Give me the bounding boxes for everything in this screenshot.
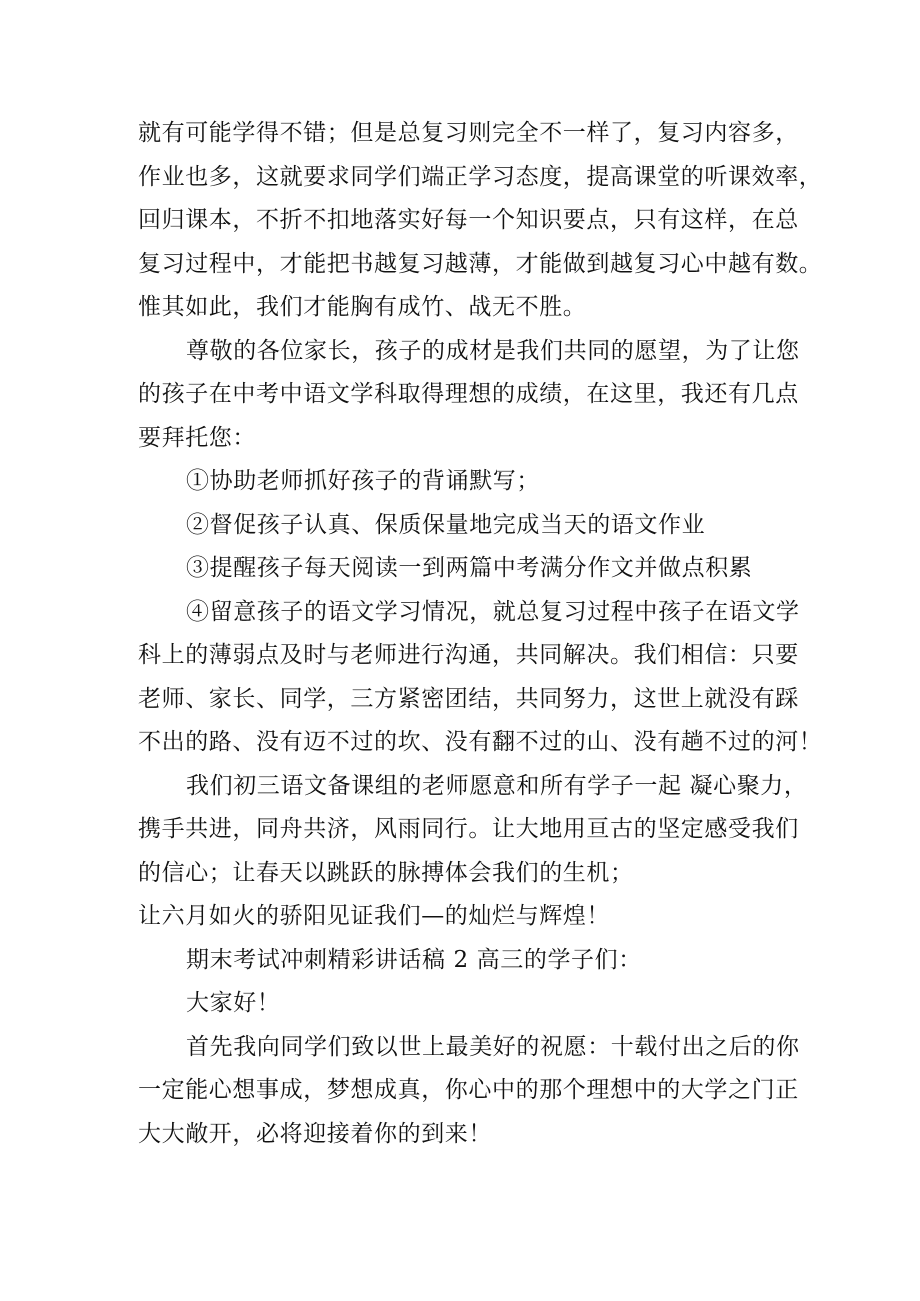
text-line: 的信心；让春天以跳跃的脉搏体会我们的生机； <box>138 859 634 886</box>
paragraph-first-line: 首先我向同学们致以世上最美好的祝愿：十载付出之后的你 <box>186 1033 800 1060</box>
text-line: 老师、家长、同学，三方紧密团结，共同努力，这世上就没有踩 <box>138 685 799 712</box>
text-line: 作业也多，这就要求同学们端正学习态度，提高课堂的听课效率， <box>138 163 823 190</box>
section-title-line: 期末考试冲刺精彩讲话稿 2 高三的学子们： <box>186 946 642 973</box>
text-line: 要拜托您： <box>138 424 256 451</box>
text-line: 不出的路、没有迈不过的坎、没有翻不过的山、没有趟不过的河！ <box>138 729 823 755</box>
text-line: 科上的薄弱点及时与老师进行沟通，共同解决。我们相信：只要 <box>138 642 799 668</box>
text-line: 就有可能学得不错；但是总复习则完全不一样了，复习内容多， <box>138 120 799 146</box>
text-line: 大大敞开，必将迎接着你的到来！ <box>138 1120 492 1147</box>
text-line: 复习过程中，才能把书越复习越薄，才能做到越复习心中越有数。 <box>138 250 823 277</box>
text-line: 让六月如火的骄阳见证我们—的灿烂与辉煌！ <box>138 903 610 929</box>
list-item: ②督促孩子认真、保质保量地完成当天的语文作业 <box>186 511 706 538</box>
text-line: 的孩子在中考中语文学科取得理想的成绩，在这里，我还有几点 <box>138 381 799 407</box>
document-page <box>138 112 823 1156</box>
list-item: ④留意孩子的语文学习情况，就总复习过程中孩子在语文学 <box>186 598 800 625</box>
list-item: ①协助老师抓好孩子的背诵默写； <box>186 468 540 494</box>
paragraph-first-line: 我们初三语文备课组的老师愿意和所有学子一起 凝心聚力， <box>186 772 808 799</box>
list-item: ③提醒孩子每天阅读一到两篇中考满分作文并做点积累 <box>186 555 753 581</box>
text-line: 携手共进，同舟共济，风雨同行。让大地用亘古的坚定感受我们 <box>138 816 799 842</box>
text-line: 一定能心想事成，梦想成真，你心中的那个理想中的大学之门正 <box>138 1077 799 1103</box>
text-line: 惟其如此，我们才能胸有成竹、战无不胜。 <box>138 294 587 320</box>
greeting-line: 大家好！ <box>186 990 281 1016</box>
paragraph-first-line: 尊敬的各位家长，孩子的成材是我们共同的愿望，为了让您 <box>186 337 800 364</box>
text-line: 回归课本，不折不扣地落实好每一个知识要点，只有这样，在总 <box>138 207 799 233</box>
